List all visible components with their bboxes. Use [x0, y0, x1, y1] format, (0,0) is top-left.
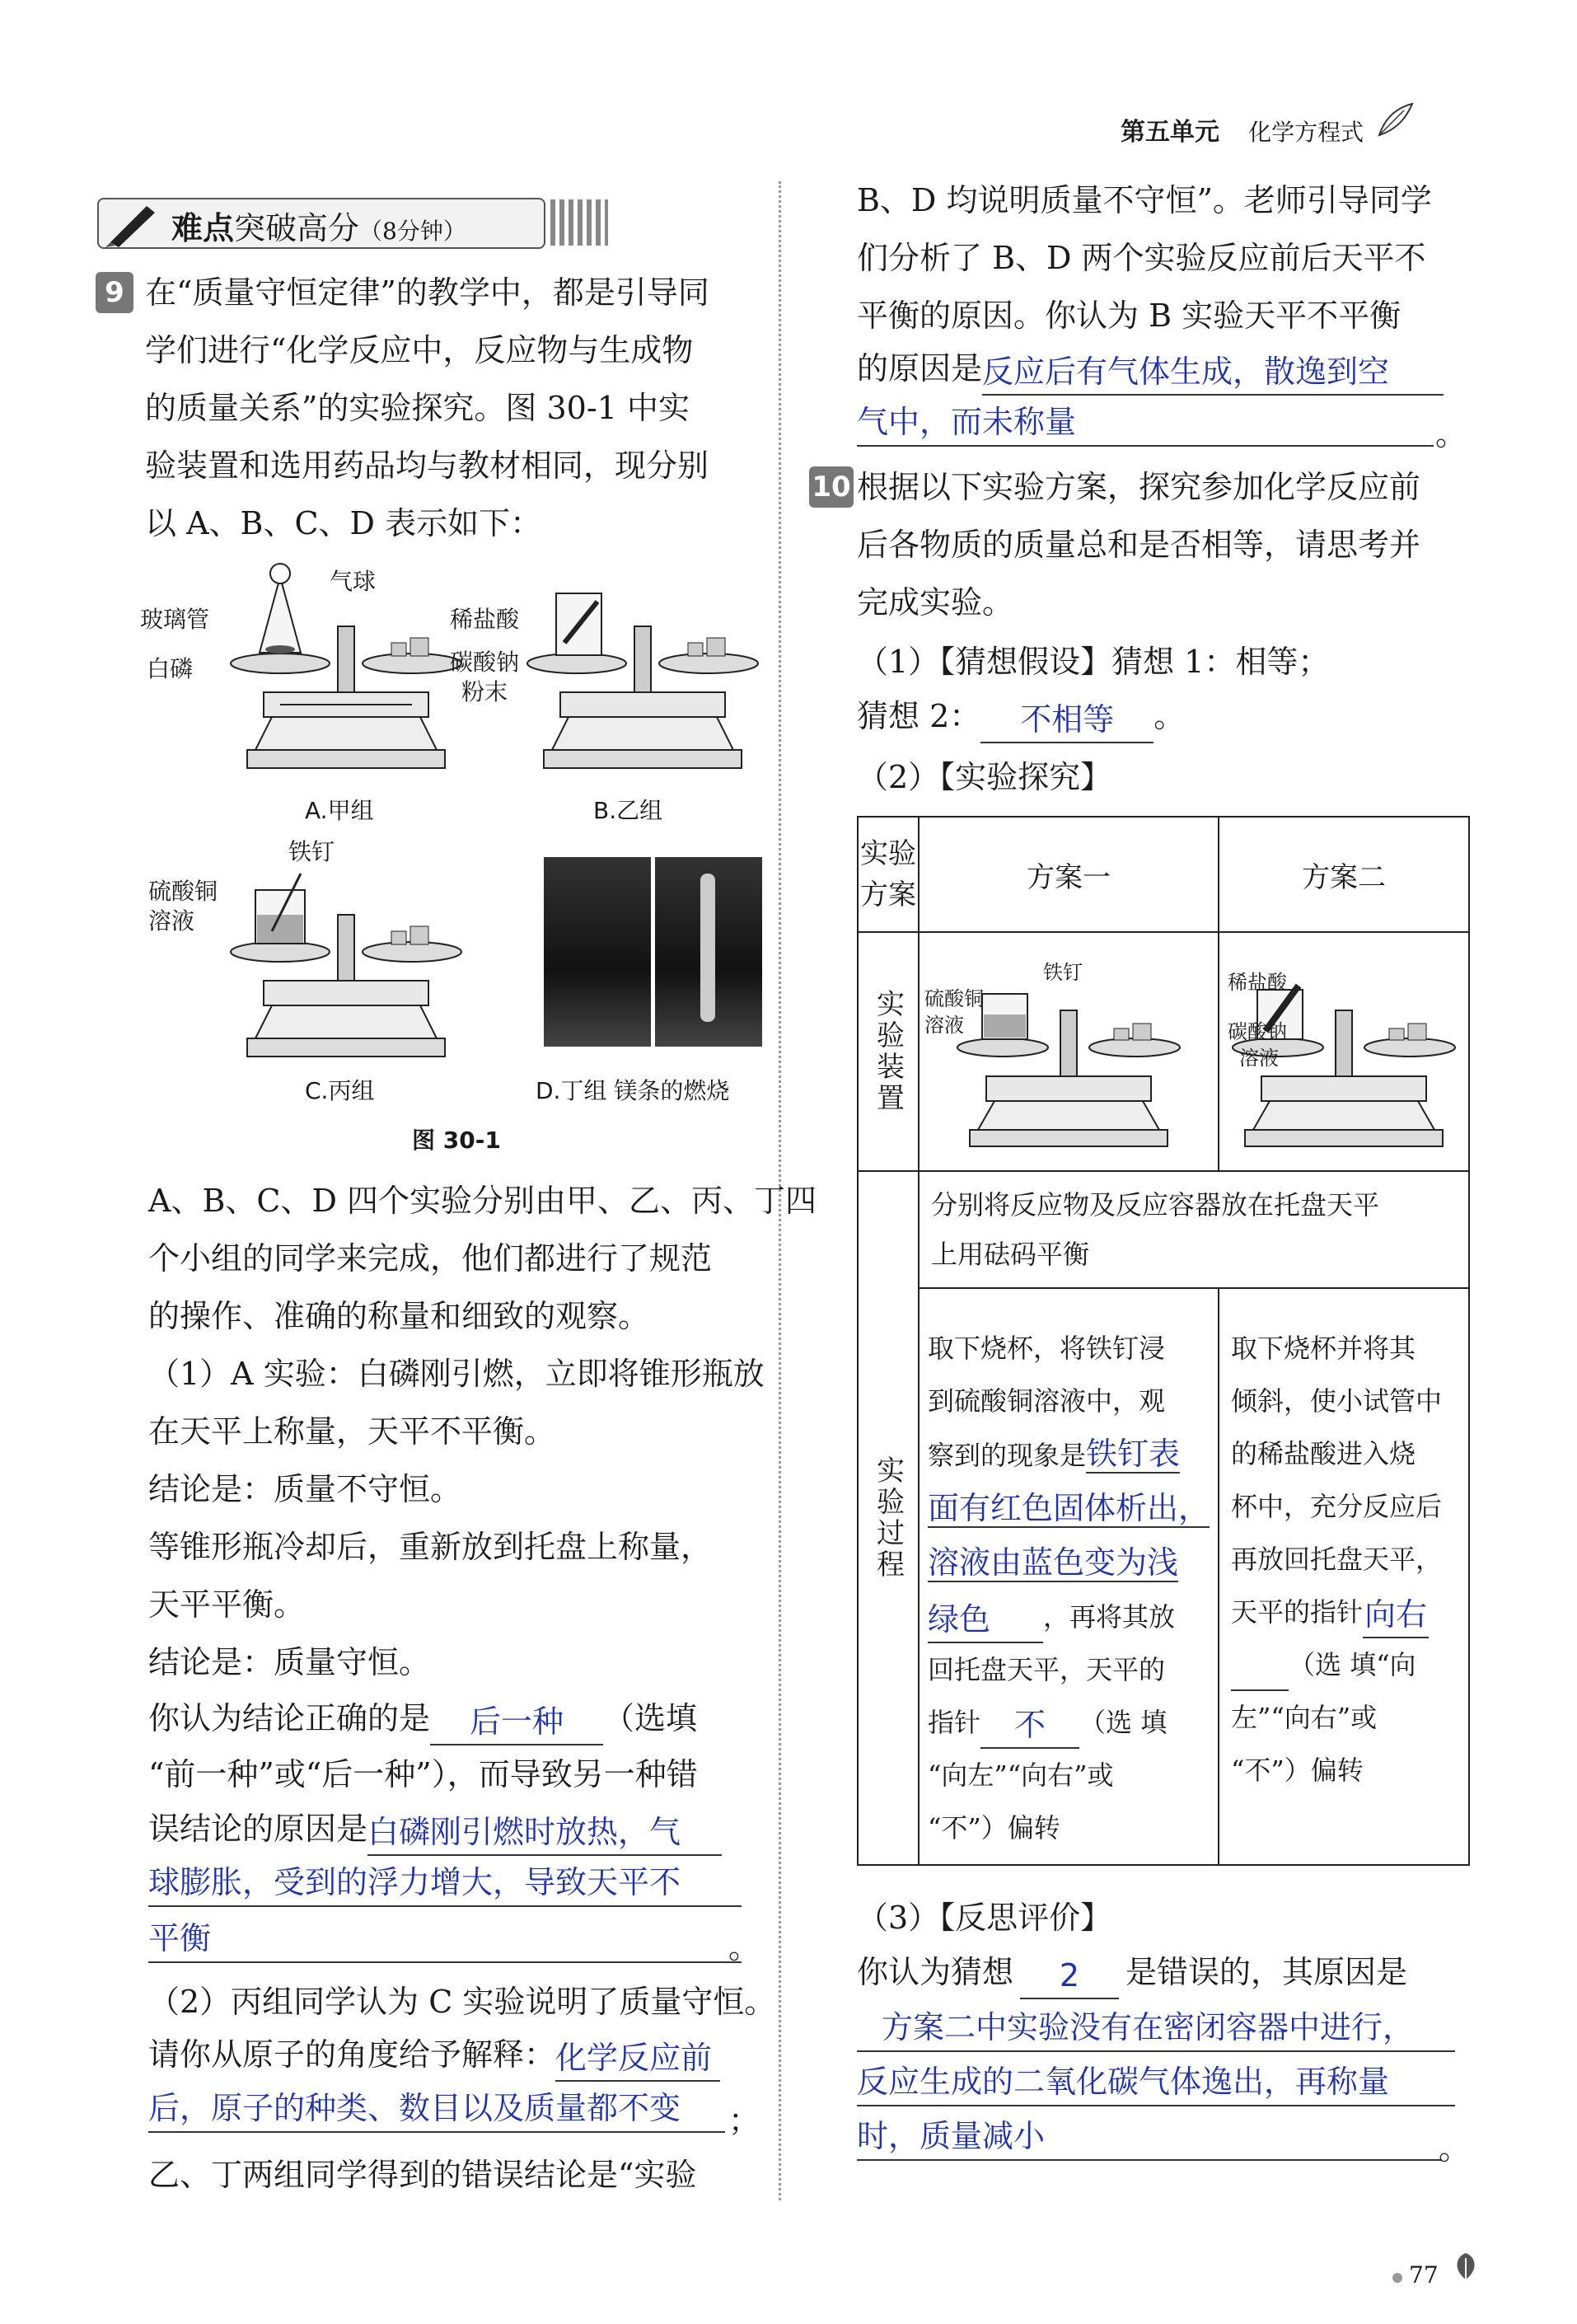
text-prefix: 你认为猜想: [857, 1954, 1014, 1990]
photo-mg-burning-2: [655, 857, 762, 1047]
text-line: 结论是：质量不守恒。: [148, 1471, 462, 1507]
table-header-plan1: 方案一: [919, 817, 1219, 932]
row-label-device: 实验装置: [858, 932, 919, 1171]
caption-d: D.丁组 镁条的燃烧: [536, 1077, 730, 1104]
answer-needle-plan2[interactable]: 向右: [1363, 1592, 1429, 1638]
text-line: B、D 均说明质量不守恒”。老师引导同学: [857, 182, 1432, 218]
text-line: 杯中，充分反应后: [1231, 1491, 1443, 1522]
answer-text: 气中，而未称量: [857, 404, 1077, 440]
answer-text: 球膨胀，受到的浮力增大，导致天平不: [148, 1864, 681, 1900]
q9-intro-cont: [145, 323, 693, 377]
text-line: A、B、C、D 四个实验分别由甲、乙、丙、丁四: [148, 1183, 817, 1219]
section-banner: [97, 198, 545, 249]
label-na2co3: 碳酸钠: [450, 649, 520, 676]
text-line: 回托盘天平，天平的: [928, 1654, 1166, 1685]
answer-phenomenon-3[interactable]: 溶液由蓝色变为浅: [928, 1544, 1179, 1581]
dot-icon: [1392, 2273, 1402, 2283]
answer-reason-line-3[interactable]: [148, 1912, 742, 1963]
answer-phenomenon-2[interactable]: 面有红色固体析出，: [928, 1490, 1210, 1526]
text-suffix: （选 填: [1079, 1707, 1168, 1738]
label-cuso4-2: 硫酸铜: [924, 987, 984, 1010]
text-prefix: 天平的指针: [1231, 1596, 1364, 1628]
answer-phenomenon-4[interactable]: 绿色: [928, 1597, 1043, 1643]
banner-stripes: [550, 199, 608, 246]
answer-text: 平衡: [148, 1920, 212, 1956]
device-plan2: [1219, 932, 1469, 1171]
text-line: 完成实验。: [857, 584, 1014, 621]
label-hcl-2: 稀盐酸: [1228, 971, 1288, 994]
text-line: “不”）偏转: [928, 1812, 1060, 1844]
label-white-phosphorus: 白磷: [147, 655, 194, 682]
pen-icon: [104, 201, 161, 251]
text-line: 的稀盐酸进入烧: [1231, 1438, 1416, 1469]
answer-b-reason-line-2[interactable]: [857, 396, 1434, 447]
process-common: [919, 1171, 1469, 1288]
figure-30-1: [132, 552, 758, 1154]
caption-c: C.丙组: [305, 1077, 375, 1104]
q9-intro: [145, 265, 709, 320]
answer-reason-1[interactable]: 白磷刚引燃时放热，气: [367, 1810, 722, 1856]
text-line: 个小组的同学来完成，他们都进行了规范: [148, 1240, 713, 1277]
caption-b: B.乙组: [593, 797, 663, 824]
answer-phenomenon-1[interactable]: 铁钉表: [1086, 1436, 1181, 1472]
label-solution: 溶液: [148, 907, 195, 935]
answer-text: 方案二中实验没有在密闭容器中进行，: [882, 2009, 1415, 2045]
text-line: 在天平上称量，天平不平衡。: [148, 1413, 556, 1450]
label-balloon: 气球: [330, 568, 377, 595]
text-line: “向左”“向右”或: [928, 1759, 1114, 1791]
text-prefix: 误结论的原因是: [148, 1811, 368, 1847]
text-line: 平衡的原因。你认为 B 实验天平不平衡: [857, 298, 1402, 334]
q9-intro-line: 的质量关系”的实验探究。图 30-1 中实: [145, 390, 690, 426]
text-suffix: （选 填“向: [1289, 1649, 1416, 1680]
label-iron-nail: 铁钉: [288, 838, 335, 865]
device-plan1: [919, 932, 1219, 1171]
text-line: 取下烧杯并将其: [1231, 1333, 1416, 1364]
text-line: （2）丙组同学认为 C 实验说明了质量守恒。: [148, 1984, 776, 2020]
period: 。: [1435, 416, 1467, 452]
text-prefix: 请你从原子的角度给予解释：: [148, 2036, 556, 2073]
q9-intro-line: 在“质量守恒定律”的教学中，都是引导同: [145, 274, 709, 311]
answer-atom-1[interactable]: 化学反应前: [555, 2036, 720, 2082]
text-line: 上用砝码平衡: [931, 1239, 1090, 1270]
text-line: 到硫酸铜溶液中，观: [928, 1385, 1166, 1417]
text-prefix: 察到的现象是: [928, 1440, 1087, 1471]
figure-caption: 图 30-1: [412, 1127, 501, 1154]
text-line: “不”）偏转: [1231, 1755, 1364, 1786]
header: [1121, 99, 1417, 148]
process-plan1: [919, 1288, 1219, 1865]
question-number-10: 10: [809, 466, 854, 508]
answer-hypothesis-2[interactable]: 不相等: [980, 697, 1154, 743]
text-line: “前一种”或“后一种”），而导致另一种错: [148, 1756, 698, 1792]
caption-a: A.甲组: [305, 797, 374, 824]
label-glass-tube: 玻璃管: [140, 606, 210, 633]
text-line: 后各物质的质量总和是否相等，请思考并: [857, 527, 1421, 563]
table-header-plan: 实验方案: [858, 817, 919, 932]
page-number-text: 77: [1409, 2261, 1439, 2289]
q9-intro-line: 学们进行“化学反应中，反应物与生成物: [145, 332, 694, 368]
process-plan2: [1219, 1288, 1469, 1865]
text-line: 取下烧杯，将铁钉浸: [928, 1333, 1166, 1364]
text-line: 倾斜，使小试管中: [1231, 1385, 1443, 1417]
answer-text: 反应生成的二氧化碳气体逸出，再称量: [857, 2064, 1390, 2100]
q9-intro-line: 以 A、B、C、D 表示如下：: [145, 505, 542, 541]
label-solution-2: 溶液: [924, 1014, 964, 1037]
label-hcl: 稀盐酸: [450, 606, 520, 633]
q9-intro-line: 验装置和选用药品均与教材相同，现分别: [145, 447, 709, 484]
label-solution-3: 溶液: [1239, 1047, 1280, 1070]
text-line: 分别将反应物及反应容器放在托盘天平: [931, 1189, 1380, 1221]
section-time: （8分钟）: [359, 218, 466, 245]
text-suffix: （选填: [603, 1700, 698, 1736]
answer-b-reason-1[interactable]: 反应后有气体生成，散逸到空: [982, 349, 1444, 396]
period: 。: [1154, 698, 1186, 734]
answer-atom-line-2[interactable]: [148, 2082, 725, 2133]
experiment-table: [857, 816, 1470, 1866]
answer-text: 时，质量减小: [857, 2118, 1046, 2154]
label-powder: 粉末: [461, 678, 508, 705]
text-line: （2）【实验探究】: [857, 759, 1112, 795]
photo-mg-burning-1: [544, 857, 651, 1047]
text-line: 结论是：质量守恒。: [148, 1644, 431, 1680]
text-suffix: 是错误的，其原因是: [1125, 1954, 1408, 1990]
table-header-plan2: 方案二: [1219, 817, 1469, 932]
text-line: 再放回托盘天平，: [1231, 1544, 1443, 1575]
label-iron-nail-2: 铁钉: [1043, 961, 1083, 984]
text-line: 的操作、准确的称量和细致的观察。: [148, 1298, 650, 1334]
label-cuso4: 硫酸铜: [148, 878, 218, 905]
text-line: （1）【猜想假设】猜想 1：相等；: [857, 644, 1330, 680]
answer-wrong-hypothesis[interactable]: 2: [1020, 1953, 1119, 1999]
balance-b-image: [519, 560, 766, 775]
text-line: 等锥形瓶冷却后，重新放到托盘上称量，: [148, 1529, 713, 1565]
text-line: 天平平衡。: [148, 1586, 306, 1623]
page-number: [1392, 2250, 1482, 2289]
text-line: 根据以下实验方案，探究参加化学反应前: [857, 469, 1421, 505]
answer-needle-plan1[interactable]: 不: [980, 1703, 1079, 1749]
answer-ref-line-2[interactable]: [857, 2055, 1455, 2106]
unit-title: 第五单元: [1121, 118, 1219, 147]
text-prefix: 的原因是: [857, 350, 983, 387]
semicolon: ；: [728, 2102, 760, 2139]
question-number-9: 9: [96, 272, 133, 313]
leaf-icon: [1374, 128, 1417, 143]
chapter-title: 化学方程式: [1248, 119, 1364, 146]
answer-ref-line-1[interactable]: [857, 2001, 1455, 2052]
text-line: 们分析了 B、D 两个实验反应前后天平不: [857, 240, 1426, 276]
answer-reason-line-2[interactable]: [148, 1856, 742, 1907]
section-title: 突破高分: [234, 210, 360, 246]
leaf-decoration-icon: [1449, 2261, 1482, 2289]
text-line: （1）A 实验：白磷刚引燃，立即将锥形瓶放: [148, 1356, 765, 1392]
label-na2co3-2: 碳酸钠: [1228, 1020, 1288, 1043]
text-line: 乙、丁两组同学得到的错误结论是“实验: [148, 2157, 697, 2193]
text-prefix: 你认为结论正确的是: [148, 1700, 431, 1736]
answer-correct-conclusion[interactable]: 后一种: [430, 1699, 603, 1745]
text-line: （3）【反思评价】: [857, 1900, 1112, 1936]
text-prefix: 指针: [928, 1707, 981, 1738]
period: 。: [728, 1929, 760, 1966]
period: 。: [1439, 2130, 1471, 2167]
text-line: 左”“向右”或: [1231, 1702, 1378, 1733]
answer-ref-line-3[interactable]: [857, 2110, 1442, 2161]
section-title-bold: 难点: [171, 210, 235, 246]
text-suffix: ，再将其放: [1043, 1601, 1176, 1633]
balance-c-image: [222, 849, 470, 1063]
answer-text: 后，原子的种类、数目以及质量都不变: [148, 2090, 681, 2126]
row-label-process: 实验过程: [858, 1171, 919, 1865]
text-prefix: 猜想 2：: [857, 698, 981, 734]
